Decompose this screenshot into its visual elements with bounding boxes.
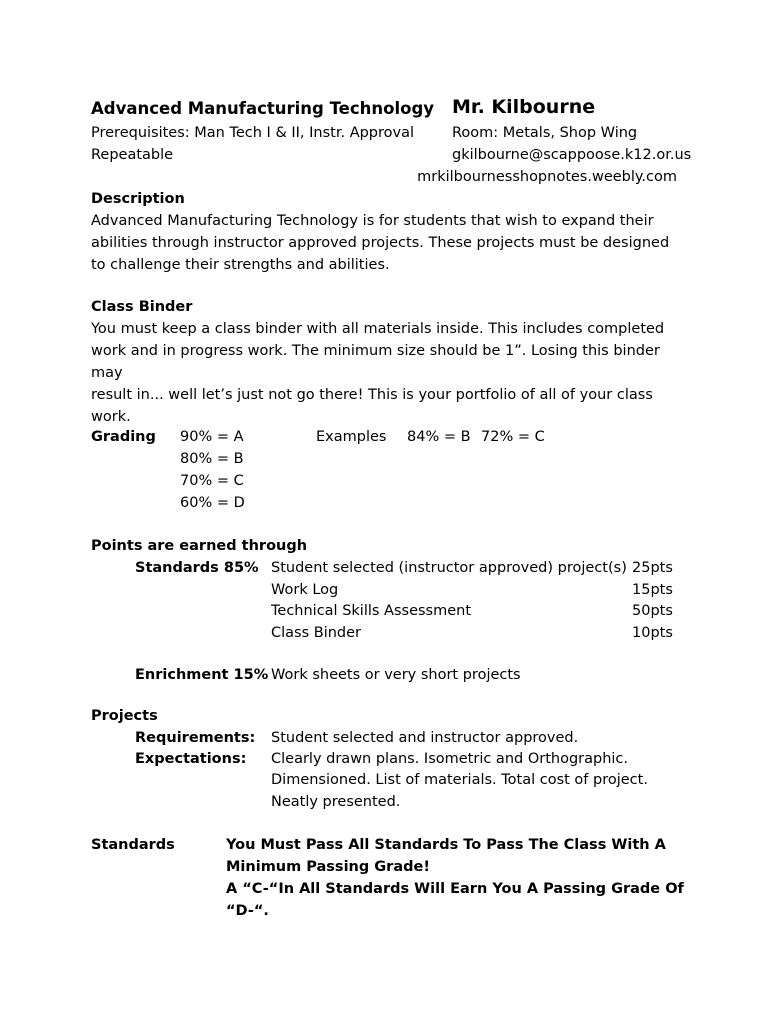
- standards-item-points: 10pts: [632, 625, 673, 641]
- enrichment-weight-label: Enrichment 15%: [135, 667, 269, 683]
- expectations-label: Expectations:: [135, 751, 247, 767]
- prerequisites-label: Prerequisites:: [91, 125, 190, 141]
- room-info: [452, 122, 637, 144]
- description-line: abilities through instructor approved projects. These projects must be designed: [91, 235, 670, 251]
- standards-item-points: 15pts: [632, 582, 673, 598]
- expectations-line: Dimensioned. List of materials. Total cost of project.: [271, 772, 648, 788]
- repeatable-note: Repeatable: [91, 147, 174, 163]
- grade-scale-item: 80% = B: [180, 451, 244, 467]
- standards-notice-line: “D-“.: [226, 903, 269, 919]
- standards-notice-line: A “C-“In All Standards Will Earn You A Passing Grade Of: [226, 881, 684, 897]
- points-heading: Points are earned through: [91, 538, 308, 554]
- description-line: Advanced Manufacturing Technology is for students that wish to expand their: [91, 213, 654, 229]
- binder-heading: Class Binder: [91, 299, 193, 315]
- course-title: Advanced Manufacturing Technology: [91, 99, 435, 118]
- standards-notice-line: You Must Pass All Standards To Pass The Class With A: [226, 837, 666, 853]
- standards-weight-label: Standards 85%: [135, 560, 259, 576]
- room-label: Room:: [452, 125, 499, 141]
- standards-item-name: Work Log: [271, 582, 339, 598]
- grade-example: 72% = C: [481, 429, 545, 445]
- standards-notice-line: Minimum Passing Grade!: [226, 859, 430, 875]
- binder-line: work.: [91, 409, 131, 425]
- grade-scale-item: 90% = A: [180, 429, 244, 445]
- expectations-line: Neatly presented.: [271, 794, 401, 810]
- standards-item-name: Class Binder: [271, 625, 362, 641]
- enrichment-description: Work sheets or very short projects: [271, 667, 521, 683]
- projects-heading: Projects: [91, 708, 158, 724]
- teacher-name: Mr. Kilbourne: [452, 96, 596, 118]
- room-value: Metals, Shop Wing: [502, 125, 638, 141]
- requirements-value: Student selected and instructor approved.: [271, 730, 579, 746]
- requirements-label: Requirements:: [135, 730, 256, 746]
- teacher-website: mrkilbournesshopnotes.weebly.com: [417, 169, 677, 185]
- standards-label: Standards: [91, 837, 175, 853]
- binder-line: result in... well let’s just not go there! This is your portfolio of all of your class: [91, 387, 653, 403]
- standards-item-points: 25pts: [632, 560, 673, 576]
- grade-scale-item: 60% = D: [180, 495, 245, 511]
- binder-line: You must keep a class binder with all materials inside. This includes completed: [91, 321, 665, 337]
- standards-item-name: Technical Skills Assessment: [271, 603, 472, 619]
- grading-label: Grading: [91, 429, 156, 445]
- binder-body: [91, 318, 681, 428]
- examples-label: Examples: [316, 429, 387, 445]
- description-body: [91, 210, 681, 276]
- grade-example: 84% = B: [407, 429, 471, 445]
- expectations-line: Clearly drawn plans. Isometric and Orthographic.: [271, 751, 628, 767]
- teacher-email: gkilbourne@scappoose.k12.or.us: [452, 147, 692, 163]
- prerequisites: [91, 122, 414, 144]
- standards-item-name: Student selected (instructor approved) project(s): [271, 560, 627, 576]
- prerequisites-value: Man Tech I & II, Instr. Approval: [194, 125, 415, 141]
- binder-line: work and in progress work. The minimum size should be 1”. Losing this binder may: [91, 343, 660, 381]
- description-heading: Description: [91, 191, 185, 207]
- standards-item-points: 50pts: [632, 603, 673, 619]
- description-line: to challenge their strengths and abilities.: [91, 257, 390, 273]
- grade-scale-item: 70% = C: [180, 473, 244, 489]
